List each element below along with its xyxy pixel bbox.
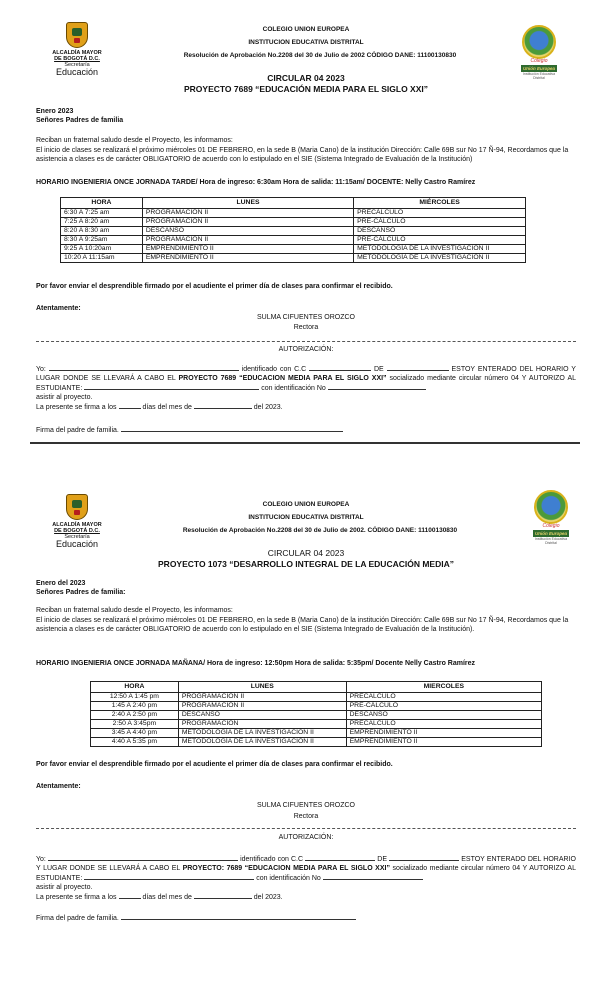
table-row [91,702,542,711]
cell-lunes: METODOLOGÍA DE LA INVESTIGACIÓN II [178,738,346,747]
signer-name: SULMA CIFUENTES OROZCO [256,802,355,809]
table-row [91,711,542,720]
institution-name: INSTITUCION EDUCATIVA DISTRITAL [248,39,364,46]
section-divider [30,442,580,444]
cell-miercoles: PRECÁLCULO [354,209,526,218]
cut-line [36,341,576,342]
intro-text: Reciban un fraternal saludo desde el Proyecto, les informamos: [36,137,233,144]
cell-lunes: PROGRAMACIÓN II [142,218,353,227]
cell-lunes: PROGRAMACIÓN II [142,209,353,218]
cell-miercoles: PRE-CÁLCULO [354,236,526,245]
cell-hora: 7:25 A 8:20 am [61,218,143,227]
school-crest-icon [534,490,568,524]
signature-field[interactable] [121,913,356,920]
student-field[interactable] [84,383,259,390]
cell-lunes: EMPRENDIMIENTO II [142,254,353,263]
date: Enero del 2023 [36,580,86,587]
body-text: El inicio de clases se realizará el próximo miércoles 01 DE FEBRERO, en la sede B (Maria Cano) de la institución Dirección: Calle 69B sur No 17 Ñ-94, Recordamos que la asistencia a clases es de carácter OBLIGATORIO de acuerdo con lo estipulado en el SIE (Sistema Integrado de Evaluación de la Institución). [36,617,569,633]
table-row [61,245,526,254]
table-row [91,729,542,738]
authorization-form: Yo: identificado con C.C DE ESTOY ENTERADO DEL HORARIO Y LUGAR DONDE SE LLEVARÁ A CABO EL PROYECTO 7689 “EDUCACION MEDIA PARA EL SIGLO XXI” socializado mediante circular número 04 Y AUTORIZO AL ESTUDIANTE: con identificación No asistir al proyecto. La presente se firma a los días del mes de del 2023. [36,366,577,411]
cell-hora: 3:45 A 4:40 pm [91,729,179,738]
cell-miercoles: METODOLOGÍA DE LA INVESTIGACIÓN II [354,254,526,263]
table-row [91,720,542,729]
cell-hora: 2:40 A 2:50 pm [91,711,179,720]
month-field[interactable] [194,892,252,899]
school-crest-logo: Colegio Unión Europea Institución Educativa Distrital [532,490,570,548]
circular-title [0,73,612,95]
column-header-hora: HORA [61,198,143,209]
table-row [61,236,526,245]
cell-hora: 12:50 A 1:45 pm [91,693,179,702]
schedule-line: HORARIO INGENIERIA ONCE JORNADA MAÑANA/ Hora de ingreso: 12:50pm Hora de salida: 5:35pm/ Docente Nelly Castro Ramírez [36,660,476,667]
cell-miercoles: DESCANSO [354,227,526,236]
cell-lunes: PROGRAMACIÓN II [142,236,353,245]
request-text: Por favor enviar el desprendible firmado por el acudiente el primer día de clases para confirmar el recibido. [36,761,393,768]
signer-name: SULMA CIFUENTES OROZCO [256,314,355,321]
resolution-line: Resolución de Aprobación No.2208 del 30 de Julio de 2002. CÓDIGO DANE: 11100130830 [182,527,458,534]
bogota-education-logo: ALCALDÍA MAYOR DE BOGOTÁ D.C. Secretaría Educación [46,494,108,550]
authorization-title: AUTORIZACIÓN: [278,346,334,353]
cell-miercoles: METODOLOGÍA DE LA INVESTIGACIÓN II [354,245,526,254]
signer-role: Rectora [293,813,319,820]
table-row [61,227,526,236]
school-crest-logo: Colegio Unión Europea Institución Educativa Distrital [520,25,558,83]
cell-miercoles: PRECALCULO [346,720,541,729]
cut-line [36,828,576,829]
cell-miercoles: EMPRENDIMIENTO II [346,738,541,747]
institution-name: INSTITUCION EDUCATIVA DISTRITAL [248,514,364,521]
cell-miercoles: EMPRENDIMIENTO II [346,729,541,738]
greeting: Señores Padres de familia: [36,589,126,596]
table-header-row [91,682,542,693]
city-field[interactable] [387,364,449,371]
cell-lunes: PROGRAMACIÓN [178,720,346,729]
column-header-miercoles: MIERCOLES [346,682,541,693]
schedule-table [90,681,542,747]
bogota-education-logo: ALCALDÍA MAYOR DE BOGOTÁ D.C. Secretaría Educación [46,22,108,78]
circular-number: CIRCULAR 04 2023 [267,73,345,83]
schedule-table [60,197,526,263]
closing: Atentamente: [36,783,81,790]
cell-lunes: DESCANSO [142,227,353,236]
cell-hora: 2:50 A 3:45pm [91,720,179,729]
school-crest-icon [522,25,556,59]
school-name: COLEGIO UNION EUROPEA [262,501,350,508]
column-header-hora: HORA [91,682,179,693]
school-name: COLEGIO UNION EUROPEA [262,26,350,33]
table-row [91,738,542,747]
table-header-row [61,198,526,209]
table-row [61,218,526,227]
authorization-title: AUTORIZACIÓN: [278,834,334,841]
body-text: El inicio de clases se realizará el próximo miércoles 01 DE FEBRERO, en la sede B (Maria Cano) de la institución Dirección: Calle 69B sur No 17 Ñ-94, Recordamos que la asistencia a clases es de carácter OBLIGATORIO de acuerdo con lo estipulado en el SIE (Sistema Integrado de Evaluación de la Institución) [36,147,569,163]
day-field[interactable] [119,402,141,409]
school-header [0,498,612,537]
request-text: Por favor enviar el desprendible firmado por el acudiente el primer día de clases para confirmar el recibido. [36,283,393,290]
project-title: PROYECTO 1073 “DESARROLLO INTEGRAL DE LA EDUCACIÓN MEDIA” [158,559,454,569]
id-field[interactable] [305,854,375,861]
day-field[interactable] [119,892,141,899]
table-row [61,209,526,218]
intro-text: Reciban un fraternal saludo desde el Proyecto, les informamos: [36,607,233,614]
name-field[interactable] [48,854,238,861]
cell-miercoles: DESCANSO [346,711,541,720]
city-field[interactable] [389,854,459,861]
circular-2 [0,470,612,1008]
cell-hora: 8:20 A 8:30 am [61,227,143,236]
authorization-form: Yo: identificado con C.C DE ESTOY ENTERADO DEL HORARIO Y LUGAR DONDE SE LLEVARÁ A CABO EL PROYECTO: 7689 “EDUCACION MEDIA PARA EL SIGLO XXI” socializado mediante circular número 04 Y AUTORIZO AL ESTUDIANTE: con identificación No asistir al proyecto. La presente se firma a los días del mes de del 2023. [36,856,576,901]
cell-miercoles: PRE-CÁLCULO [354,218,526,227]
column-header-lunes: LUNES [142,198,353,209]
id-field[interactable] [309,364,371,371]
signer-role: Rectora [293,324,319,331]
cell-hora: 4:40 A 5:35 pm [91,738,179,747]
cell-miercoles: PRECALCULO [346,693,541,702]
cell-lunes: DESCANSO [178,711,346,720]
cell-lunes: PROGRAMACIÓN II [178,702,346,711]
signature-block: Firma del padre de familia. [36,425,576,436]
student-id-field[interactable] [328,383,426,390]
circular-1 [0,0,612,442]
cell-lunes: METODOLOGÍA DE LA INVESTIGACIÓN II [178,729,346,738]
student-field[interactable] [84,873,254,880]
cell-hora: 1:45 A 2:40 pm [91,702,179,711]
cell-lunes: PROGRAMACIÓN II [178,693,346,702]
cell-miercoles: PRE-CÁLCULO [346,702,541,711]
cell-hora: 9:25 A 10:20am [61,245,143,254]
cell-hora: 8:30 A 9:25am [61,236,143,245]
column-header-miercoles: MIÉRCOLES [354,198,526,209]
cell-hora: 10:20 A 11:15am [61,254,143,263]
table-row [61,254,526,263]
resolution-line: Resolución de Aprobación No.2208 del 30 de Julio de 2002 CÓDIGO DANE: 11100130830 [183,52,457,59]
circular-title [0,548,612,570]
circular-number: CIRCULAR 04 2023 [267,548,345,558]
table-row [91,693,542,702]
month-field[interactable] [194,402,252,409]
closing: Atentamente: [36,305,81,312]
signature-field[interactable] [121,425,343,432]
schedule-line: HORARIO INGENIERIA ONCE JORNADA TARDE/ Hora de ingreso: 6:30am Hora de salida: 11:15am/ DOCENTE: Nelly Castro Ramírez [36,179,476,186]
signature-block: Firma del padre de familia. [36,913,576,924]
name-field[interactable] [49,364,239,371]
greeting: Señores Padres de familia [36,117,124,124]
student-id-field[interactable] [323,873,423,880]
cell-lunes: EMPRENDIMIENTO II [142,245,353,254]
cell-hora: 6:30 A 7:25 am [61,209,143,218]
project-title: PROYECTO 7689 “EDUCACIÓN MEDIA PARA EL SIGLO XXI” [183,84,429,94]
date: Enero 2023 [36,108,74,115]
column-header-lunes: LUNES [178,682,346,693]
